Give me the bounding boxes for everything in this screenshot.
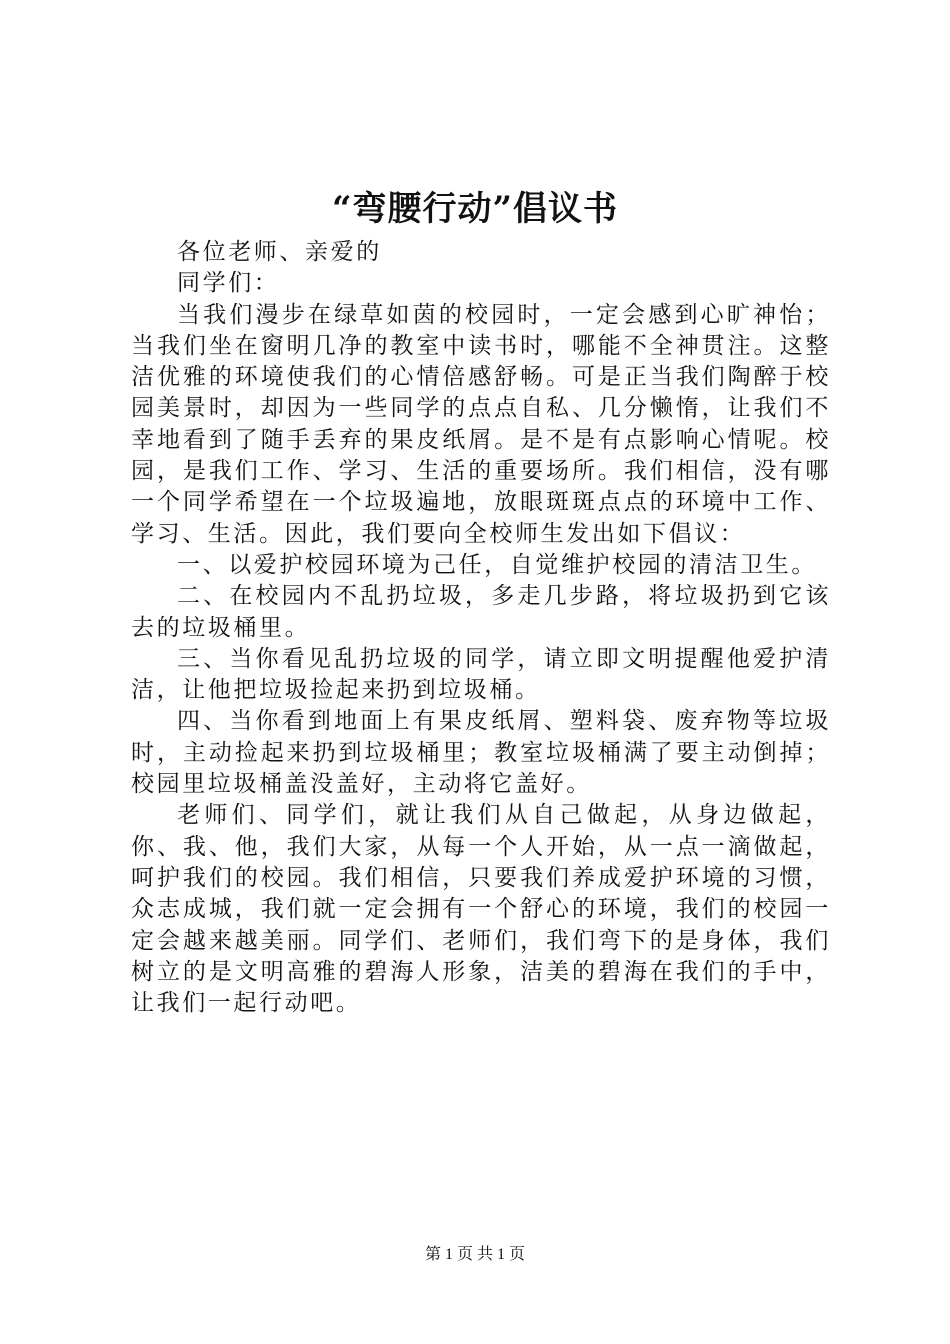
- proposal-item-1: 一、以爱护校园环境为己任，自觉维护校园的清洁卫生。: [177, 551, 817, 578]
- salutation-line-1: 各位老师、亲爱的: [177, 239, 382, 265]
- page-footer: 第 1 页 共 1 页: [424, 1246, 525, 1263]
- document-title: “弯腰行动”倡议书: [331, 189, 619, 229]
- paragraph-intro: 当我们漫步在绿草如茵的校园时，一定会感到心旷神怡；当我们坐在窗明几净的教室中读书时，哪能不全神贯注。这整洁优雅的环境使我们的心情倍感舒畅。可是正当我们陶醉于校园美景时，却因为一些同学的点点自私、几分懒惰，让我们不幸地看到了随手丢弃的果皮纸屑。是不是有点影响心情呢。校园，是我们工作、学习、生活的重要场所。我们相信，没有哪一个同学希望在一个垃圾遍地，放眼斑斑点点的环境中工作、学习、生活。因此，我们要向全校师生发出如下倡议：: [131, 301, 831, 547]
- proposal-item-3: 三、当你看见乱扔垃圾的同学，请立即文明提醒他爱护清洁，让他把垃圾捡起来扔到垃圾桶。: [131, 645, 831, 704]
- proposal-item-2: 二、在校园内不乱扔垃圾，多走几步路，将垃圾扔到它该去的垃圾桶里。: [131, 583, 831, 641]
- paragraph-closing: 老师们、同学们，就让我们从自己做起，从身边做起，你、我、他，我们大家，从每一个人开始，从一点一滴做起，呵护我们的校园。我们相信，只要我们养成爱护环境的习惯，众志成城，我们就一定会拥有一个舒心的环境，我们的校园一定会越来越美丽。同学们、老师们，我们弯下的是身体，我们树立的是文明高雅的碧海人形象，洁美的碧海在我们的手中，让我们一起行动吧。: [131, 802, 831, 1017]
- document-body: [131, 237, 831, 1019]
- proposal-item-4: 四、当你看到地面上有果皮纸屑、塑料袋、废弃物等垃圾时，主动捡起来扔到垃圾桶里；教室垃圾桶满了要主动倒掉；校园里垃圾桶盖没盖好，主动将它盖好。: [131, 708, 831, 798]
- salutation-line-2: 同学们：: [177, 270, 280, 297]
